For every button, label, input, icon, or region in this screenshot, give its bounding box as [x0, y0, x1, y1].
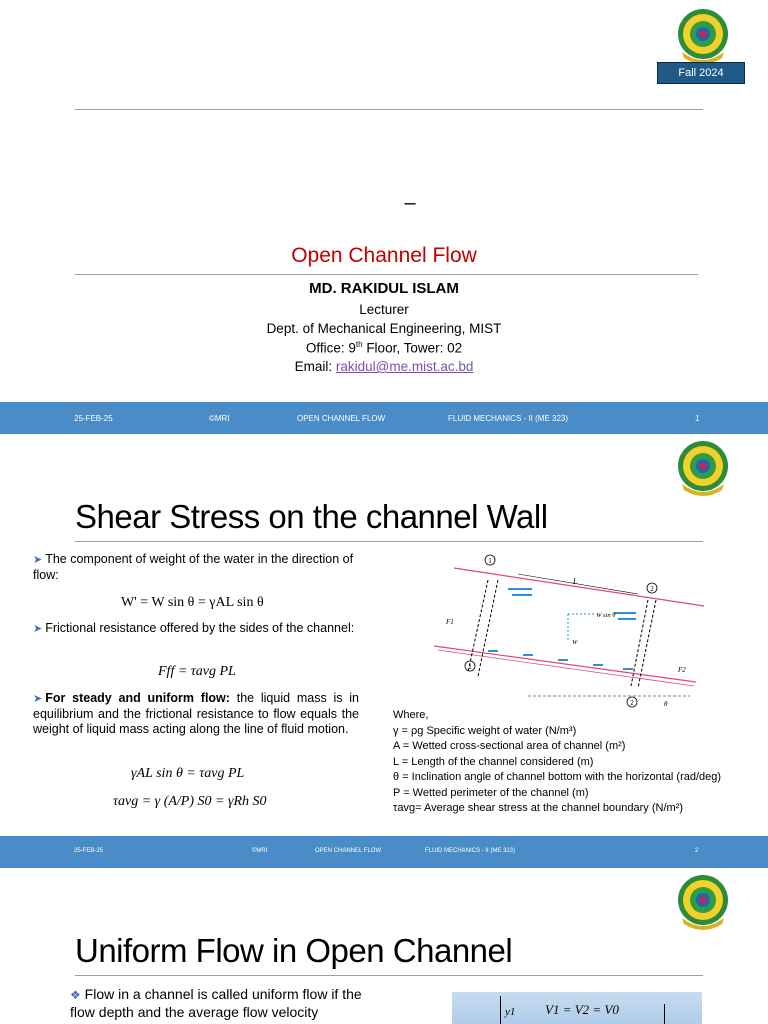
- slide-3: [0, 868, 768, 1024]
- section-1-label: 1: [488, 557, 492, 565]
- footer-date: 25-FEB-25: [74, 848, 104, 854]
- force-f1-label: F1: [446, 618, 454, 626]
- equation-shear-stress: τavg = γ (A/P) S0 = γRh S0: [113, 794, 267, 809]
- slide-1: [0, 0, 768, 400]
- bullet-frictional-resistance: ➤ Frictional resistance offered by the sides of the channel:: [33, 621, 355, 635]
- symbol-definitions: [393, 708, 721, 817]
- email-link[interactable]: rakidul@me.mist.ac.bd: [335, 359, 474, 374]
- definition-line: θ = Inclination angle of channel bottom with the horizontal (rad/deg): [393, 771, 722, 783]
- depth-label: y1: [505, 1006, 516, 1018]
- footer-page: 2: [695, 848, 699, 854]
- weight-label: W: [572, 639, 578, 646]
- theta-label: θ: [664, 700, 668, 708]
- bullet-steady-uniform: ➤ For steady and uniform flow: the liquid mass is in equilibrium and the frictional resistance to flow equals the weight of liquid mass acting along the line of fluid motion.: [33, 691, 359, 736]
- mist-logo: [676, 438, 730, 498]
- definition-line: γ = ρg Specific weight of water (N/m³): [393, 724, 577, 737]
- footer-date: 25-FEB-25: [74, 414, 113, 423]
- dash-mark: –: [404, 192, 416, 214]
- definition-line: P = Wetted perimeter of the channel (m): [393, 786, 589, 799]
- section-2-label: 2: [650, 585, 654, 593]
- mist-logo: [676, 6, 730, 66]
- equation-friction: Fff = τavg PL: [158, 664, 236, 679]
- arrow-bullet-icon: ➤: [33, 554, 43, 566]
- slide-title: Shear Stress on the channel Wall: [75, 498, 548, 535]
- equation-weight: W' = W sin θ = γAL sin θ: [121, 595, 264, 610]
- bullet-uniform-flow: ❖ Flow in a channel is called uniform flow if the flow depth and the average flow velocity: [70, 986, 362, 1020]
- slide-1-footer: [0, 402, 768, 434]
- footer-page: 1: [695, 414, 700, 423]
- footer-copyright: ©MRI: [252, 848, 268, 854]
- slide-2-footer: [0, 836, 768, 868]
- channel-diagram: [428, 550, 708, 710]
- footer-topic: OPEN CHANNEL FLOW: [315, 848, 382, 854]
- author-email: Email: rakidul@me.mist.ac.bd: [294, 359, 474, 374]
- slide-title: Uniform Flow in Open Channel: [75, 932, 513, 969]
- section-2-bottom-label: 2: [630, 699, 634, 707]
- definition-line: τavg= Average shear stress at the channel boundary (N/m²): [393, 802, 683, 814]
- presentation-title: Open Channel Flow: [291, 244, 477, 267]
- title-divider: [75, 541, 703, 542]
- section-1-bottom-label: 1: [468, 663, 472, 671]
- footer-course: FLUID MECHANICS - II (ME 323): [425, 848, 516, 854]
- author-dept: Dept. of Mechanical Engineering, MIST: [266, 321, 502, 336]
- uniform-flow-figure: [452, 992, 702, 1024]
- weight-component-label: W sin θ: [596, 612, 616, 619]
- top-divider: [75, 109, 703, 110]
- footer-topic: OPEN CHANNEL FLOW: [297, 414, 386, 423]
- depth-marker: [664, 1004, 665, 1024]
- footer-copyright: ©MRI: [209, 414, 230, 423]
- force-f2-label: F2: [678, 666, 686, 674]
- arrow-bullet-icon: ➤: [33, 693, 43, 705]
- author-name: MD. RAKIDUL ISLAM: [309, 280, 459, 297]
- semester-badge: Fall 2024: [657, 62, 745, 84]
- title-divider: [75, 975, 703, 976]
- bullet-weight-component: ➤ The component of weight of the water in the direction of flow:: [33, 552, 354, 582]
- definition-line: L = Length of the channel considered (m): [393, 755, 594, 768]
- slide-2: [0, 434, 768, 834]
- author-position: Lecturer: [359, 302, 409, 317]
- equation-balance: γAL sin θ = τavg PL: [131, 766, 245, 781]
- author-office: Office: 9th Floor, Tower: 02: [305, 340, 463, 356]
- arrow-bullet-icon: ➤: [33, 623, 43, 635]
- mist-logo: [676, 872, 730, 932]
- title-divider: [75, 274, 698, 275]
- footer-course: FLUID MECHANICS - II (ME 323): [448, 414, 569, 423]
- length-label: L: [573, 577, 578, 586]
- depth-marker: [500, 996, 501, 1024]
- diamond-bullet-icon: ❖: [70, 988, 81, 1002]
- velocity-equation: V1 = V2 = V0: [545, 1002, 619, 1017]
- definition-line: Where,: [393, 709, 429, 721]
- definition-line: A = Wetted cross-sectional area of channel (m²): [393, 740, 626, 752]
